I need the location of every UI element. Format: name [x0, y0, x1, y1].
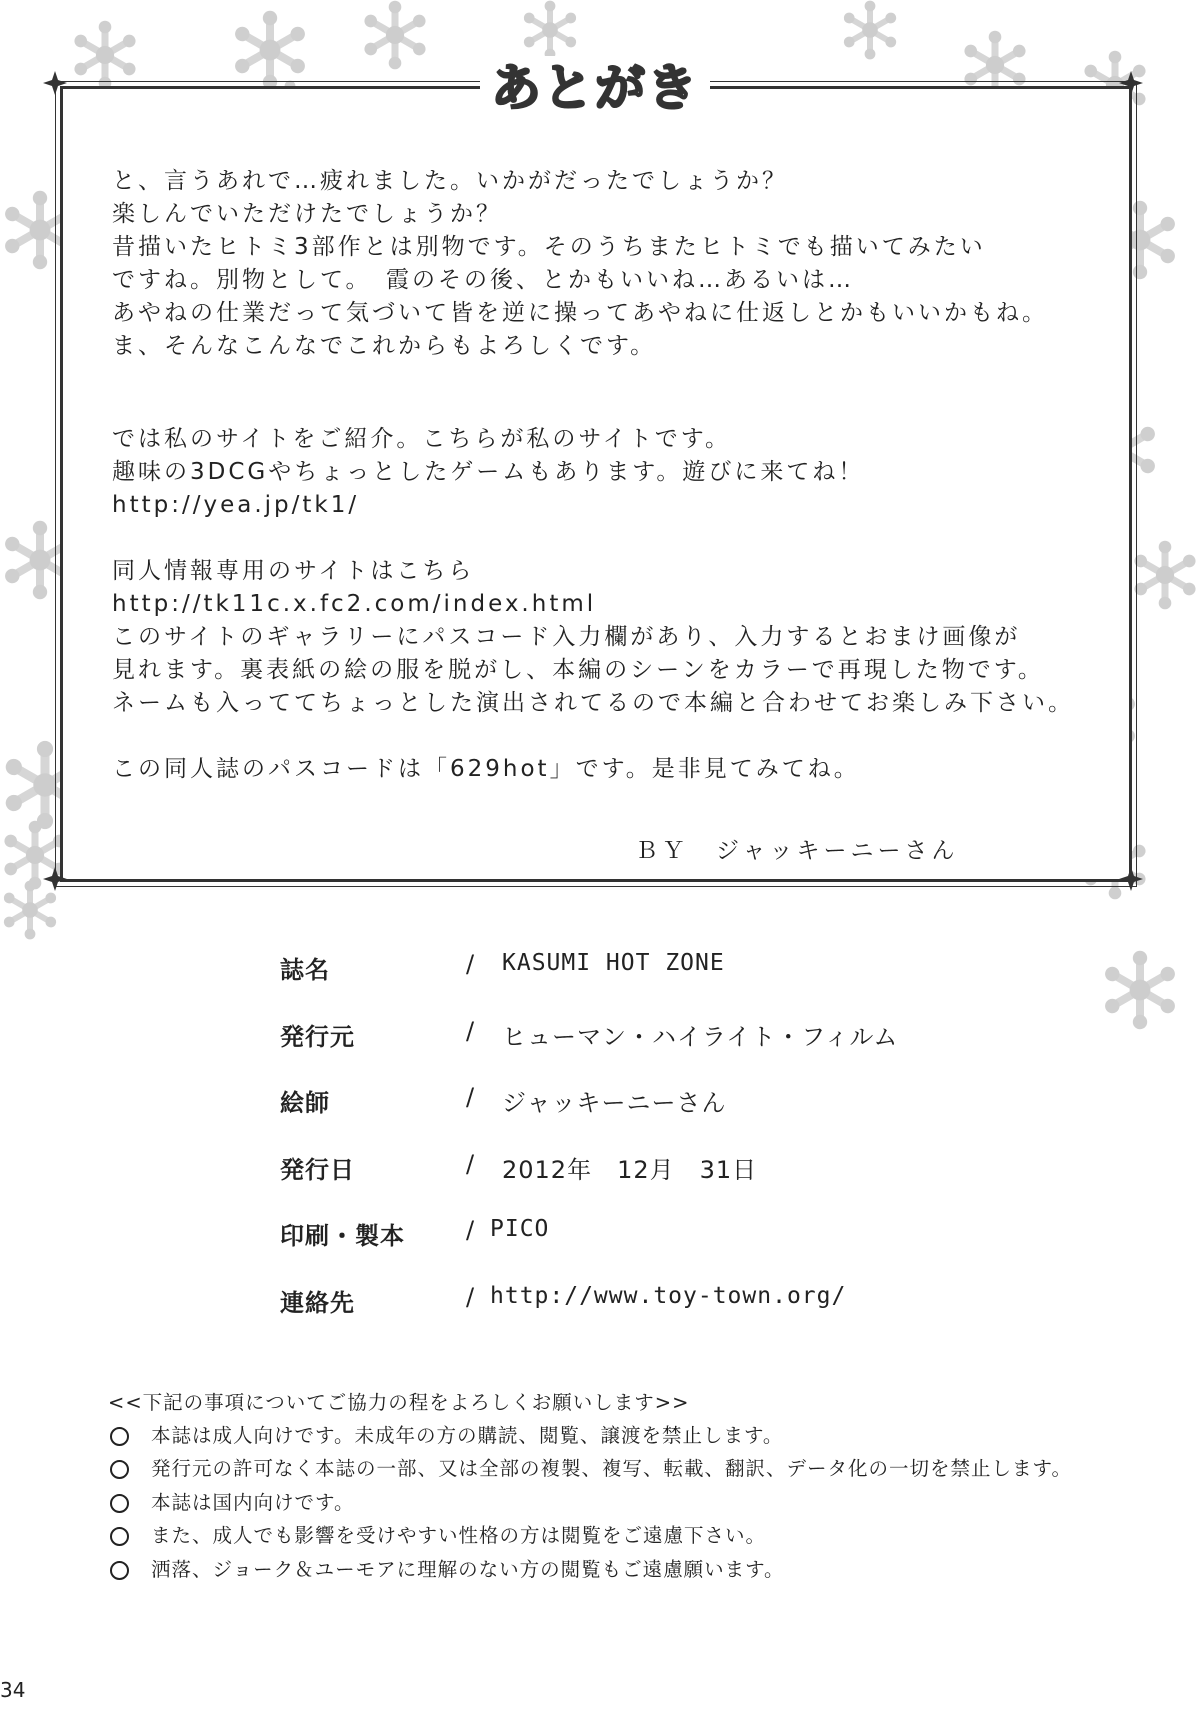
frame-corner-ornament-icon	[42, 866, 68, 892]
bullet-circle-icon	[110, 1561, 129, 1580]
colophon-value: 2012年 12月 31日	[502, 1155, 758, 1184]
afterword-line: ま、そんなこんなでこれからもよろしくです。	[112, 333, 657, 359]
doujin-site-line: ネームも入っててちょっとした演出されてるので本編と合わせてお楽しみ下さい。	[112, 690, 1074, 716]
snowflake-icon	[230, 10, 310, 90]
colophon-row-contact	[280, 1283, 980, 1350]
colophon-label: 絵師	[280, 1089, 330, 1117]
doujin-site-url: http://tk11c.x.fc2.com/index.html	[112, 591, 597, 617]
doujin-site-line: このサイトのギャラリーにパスコード入力欄があり、入力するとおまけ画像が	[112, 624, 1021, 650]
colophon-separator: /	[466, 1282, 475, 1311]
colophon-separator: /	[466, 1083, 475, 1111]
notice-item	[108, 1423, 1168, 1456]
doujin-site-line: 同人情報専用のサイトはこちら	[112, 558, 475, 584]
notice-item	[108, 1456, 1168, 1489]
colophon-value: ヒューマン・ハイライト・フィルム	[502, 1022, 899, 1051]
bullet-circle-icon	[110, 1427, 129, 1446]
afterword-body	[112, 165, 1092, 786]
colophon-separator: /	[466, 950, 475, 978]
bullet-circle-icon	[110, 1494, 129, 1513]
frame-corner-ornament-icon	[1118, 866, 1144, 892]
colophon-row-title	[280, 950, 980, 1017]
afterword-line: ですね。別物として。 霞のその後、とかもいいね…あるいは…	[112, 267, 855, 293]
site-url: http://yea.jp/tk1/	[112, 492, 360, 518]
colophon	[280, 950, 980, 1349]
afterword-line: と、言うあれで…疲れました。いかがだったでしょうか？	[112, 168, 788, 194]
afterword-line: 昔描いたヒトミ3部作とは別物です。そのうちまたヒトミでも描いてみたい	[112, 234, 986, 260]
colophon-value: ジャッキーニーさん	[502, 1089, 727, 1117]
site-intro-line: では私のサイトをご紹介。こちらが私のサイトです。	[112, 426, 731, 452]
colophon-label: 誌名	[280, 956, 330, 984]
notice-item	[108, 1490, 1168, 1523]
snowflake-icon	[1130, 540, 1200, 610]
notices	[108, 1390, 1168, 1590]
notice-text: 洒落、ジョーク＆ユーモアに理解のない方の閲覧もご遠慮願います。	[151, 1557, 785, 1581]
frame-corner-ornament-icon	[1118, 70, 1144, 96]
snowflake-icon	[70, 20, 140, 90]
colophon-row-publisher	[280, 1017, 980, 1084]
colophon-label: 発行元	[280, 1022, 355, 1051]
colophon-value: http://www.toy-town.org/	[490, 1282, 847, 1309]
notice-item	[108, 1523, 1168, 1556]
colophon-value: KASUMI HOT ZONE	[502, 950, 725, 976]
site-intro-line: 趣味の3DCGやちょっとしたゲームもあります。遊びに来てね！	[112, 459, 865, 485]
colophon-separator: /	[466, 1216, 475, 1244]
colophon-value: PICO	[490, 1216, 550, 1242]
colophon-label: 連絡先	[280, 1288, 355, 1317]
notice-text: また、成人でも影響を受けやすい性格の方は閲覧をご遠慮下さい。	[151, 1524, 767, 1548]
colophon-label: 印刷・製本	[280, 1222, 405, 1250]
afterword-line: 楽しんでいただけたでしょうか？	[112, 201, 502, 227]
afterword-title: あとがき	[480, 56, 710, 120]
signature: ＢＹ ジャッキーニーさん	[635, 838, 959, 864]
notice-text: 本誌は成人向けです。未成年の方の購読、閲覧、譲渡を禁止します。	[151, 1424, 784, 1447]
bullet-circle-icon	[110, 1527, 129, 1546]
frame-corner-ornament-icon	[42, 70, 68, 96]
snowflake-icon	[1100, 950, 1180, 1030]
page-number: 34	[0, 1678, 26, 1702]
colophon-row-printer	[280, 1216, 980, 1283]
notice-text: 発行元の許可なく本誌の一部、又は全部の複製、複写、転載、翻訳、データ化の一切を禁止します。	[151, 1457, 1072, 1481]
colophon-label: 発行日	[280, 1155, 355, 1184]
notice-text: 本誌は国内向けです。	[151, 1490, 355, 1514]
notices-title: <<下記の事項についてご協力の程をよろしくお願いします>>	[108, 1391, 690, 1414]
doujin-site-line: 見れます。裏表紙の絵の服を脱がし、本編のシーンをカラーで再現した物です。	[112, 657, 1044, 683]
notice-item	[108, 1557, 1168, 1590]
passcode-line: この同人誌のパスコードは「629hot」です。是非見てみてね。	[112, 756, 860, 782]
bullet-circle-icon	[110, 1460, 129, 1479]
snowflake-icon	[520, 0, 580, 60]
snowflake-icon	[840, 0, 900, 60]
afterword-line: あやねの仕業だって気づいて皆を逆に操ってあやねに仕返しとかもいいかもね。	[112, 300, 1048, 326]
colophon-separator: /	[466, 1016, 475, 1045]
colophon-separator: /	[466, 1149, 475, 1178]
colophon-row-date	[280, 1150, 980, 1217]
snowflake-icon	[360, 0, 430, 70]
colophon-row-artist	[280, 1083, 980, 1150]
